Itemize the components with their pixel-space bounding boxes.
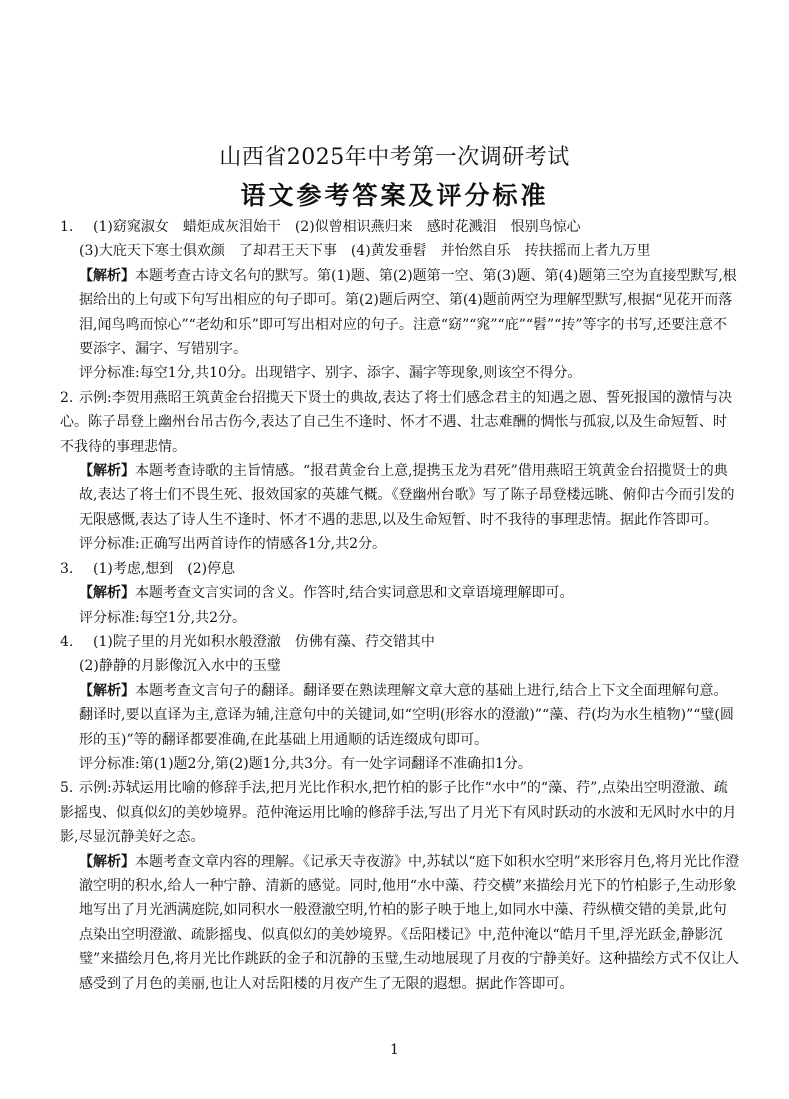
answer-content (60, 215, 740, 996)
question-number: 3. (60, 560, 74, 577)
scoring-standard: 评分标准:第(1)题2分,第(2)题1分,共3分。有一处字词翻译不准确扣1分。 (79, 755, 532, 772)
answer-line (60, 630, 740, 654)
answer-item: (1)考虑,想到 (93, 560, 174, 577)
answer-item: 仿佛有藻、荇交错其中 (294, 633, 435, 650)
analysis-tag: 【解析】 (79, 267, 135, 284)
answer-item: (2)停息 (187, 560, 236, 577)
scoring-standard: 评分标准:每空1分,共10分。出现错字、别字、添字、漏字等现象,则该空不得分。 (79, 365, 582, 382)
scoring-standard: 评分标准:每空1分,共2分。 (79, 609, 246, 626)
analysis-tag: 【解析】 (79, 585, 135, 602)
analysis-text: 本题考查诗歌的主旨情感。“报君黄金台上意,提携玉龙为君死”借用燕昭王筑黄金台招揽贤士的典故,表达了将士们不畏生死、报效国家的英雄气概。《登幽州台歌》写了陈子昂登楼远眺、俯仰古今而引发的无限感慨,表达了诗人生不逢时、怀才不遇的悲思,以及生命短暂、时不我待的事理悲情。据此作答即可。 (79, 463, 735, 528)
analysis-text: 本题考查古诗文名句的默写。第(1)题、第(2)题第一空、第(3)题、第(4)题第三空为直接型默写,根据给出的上句或下句写出相应的句子即可。第(2)题后两空、第(4)题前两空为理解型默写,根据“见花开而落泪,闻鸟鸣而惊心”“老幼和乐”即可写出相对应的句子。注意“窈”“窕”“庇”“髫”“抟”等字的书写,还要注意不要添字、漏字、写错别字。 (79, 267, 737, 358)
question-number: 1. (60, 219, 74, 235)
answer-item: (1)窈窕淑女 (93, 219, 169, 235)
answer-item: 蜡炬成灰泪始干 (182, 219, 281, 235)
scoring-standard: 评分标准:正确写出两首诗作的情感各1分,共2分。 (79, 536, 386, 553)
analysis-paragraph (60, 850, 740, 996)
answer-item: 了却君王天下事 (238, 243, 337, 260)
analysis-paragraph (60, 581, 740, 605)
answer-item: (4)黄发垂髫 (350, 243, 427, 260)
answer-line (60, 239, 740, 263)
analysis-text: 本题考查文言句子的翻译。翻译要在熟读理解文章大意的基础上进行,结合上下文全面理解句意。翻译时,要以直译为主,意译为辅,注意句中的关键词,如“空明(形容水的澄澈)”“藻、荇(均为水生植物)”“璧(圆形的玉)”等的翻译都要准确,在此基础上用通顺的话连缀成句即可。 (79, 682, 734, 748)
answer-item: 恨别鸟惊心 (510, 219, 581, 235)
analysis-tag: 【解析】 (79, 853, 135, 870)
question-5 (60, 776, 740, 996)
question-1 (60, 215, 740, 386)
question-4 (60, 630, 740, 776)
document-subtitle: 语文参考答案及评分标准 (240, 181, 549, 210)
analysis-tag: 【解析】 (79, 682, 135, 699)
answer-line (60, 557, 740, 581)
answer-item: 感时花溅泪 (426, 219, 497, 235)
question-number: 2. (60, 389, 74, 406)
answer-item: (2)静静的月影像沉入水中的玉璧 (79, 658, 281, 675)
answer-paragraph (60, 776, 740, 849)
question-number: 5. (60, 780, 74, 797)
analysis-paragraph (60, 679, 740, 752)
answer-line (60, 654, 740, 678)
analysis-text: 本题考查文章内容的理解。《记承天寺夜游》中,苏轼以“庭下如积水空明”来形容月色,将月光比作澄澈空明的积水,给人一种宁静、清新的感觉。同时,他用“水中藻、荇交横”来描绘月光下的竹柏影子,生动形象地写出了月光洒满庭院,如同积水一般澄澈空明,竹柏的影子映于地上,如同水中藻、荇纵横交错的美景,此句点染出空明澄澈、疏影摇曳、似真似幻的美妙境界。《岳阳楼记》中,范仲淹以“皓月千里,浮光跃金,静影沉璧”来描绘月色,将月光比作跳跃的金子和沉静的玉璧,生动地展现了月夜的宁静美好。这种描绘方式不仅让人感受到了月色的美丽,也让人对岳阳楼的月夜产生了无限的遐想。据此作答即可。 (79, 853, 740, 992)
question-2 (60, 386, 740, 557)
question-number: 4. (60, 633, 74, 650)
answer-paragraph (60, 386, 740, 459)
analysis-paragraph (60, 459, 740, 532)
answer-item: (1)院子里的月光如积水般澄澈 (93, 633, 281, 650)
answer-text: 示例:苏轼运用比喻的修辞手法,把月光比作积水,把竹柏的影子比作“水中”的“藻、荇”,点染出空明澄澈、疏影摇曳、似真似幻的美妙境界。范仲淹运用比喻的修辞手法,写出了月光下有风时跃动的水波和无风时水中的月影,尽显沉静美好之态。 (60, 780, 737, 846)
answer-item: (2)似曾相识燕归来 (294, 219, 413, 235)
answer-item: (3)大庇天下寒士俱欢颜 (79, 243, 225, 260)
answer-text: 示例:李贺用燕昭王筑黄金台招揽天下贤士的典故,表达了将士们感念君主的知遇之恩、誓死报国的激情与决心。陈子昂登上幽州台吊古伤今,表达了自己生不逢时、怀才不遇、壮志难酬的惆怅与孤寂,以及生命短暂、时不我待的事理悲情。 (60, 389, 733, 455)
answer-item: 抟扶摇而上者九万里 (524, 243, 651, 260)
question-3 (60, 557, 740, 630)
analysis-paragraph (60, 264, 740, 362)
page-number: 1 (390, 1042, 399, 1058)
answer-line (60, 215, 740, 239)
analysis-text: 本题考查文言实词的含义。作答时,结合实词意思和文章语境理解即可。 (135, 585, 574, 602)
answer-item: 并怡然自乐 (440, 243, 511, 260)
analysis-tag: 【解析】 (79, 463, 135, 480)
document-title: 山西省2025年中考第一次调研考试 (219, 145, 570, 170)
